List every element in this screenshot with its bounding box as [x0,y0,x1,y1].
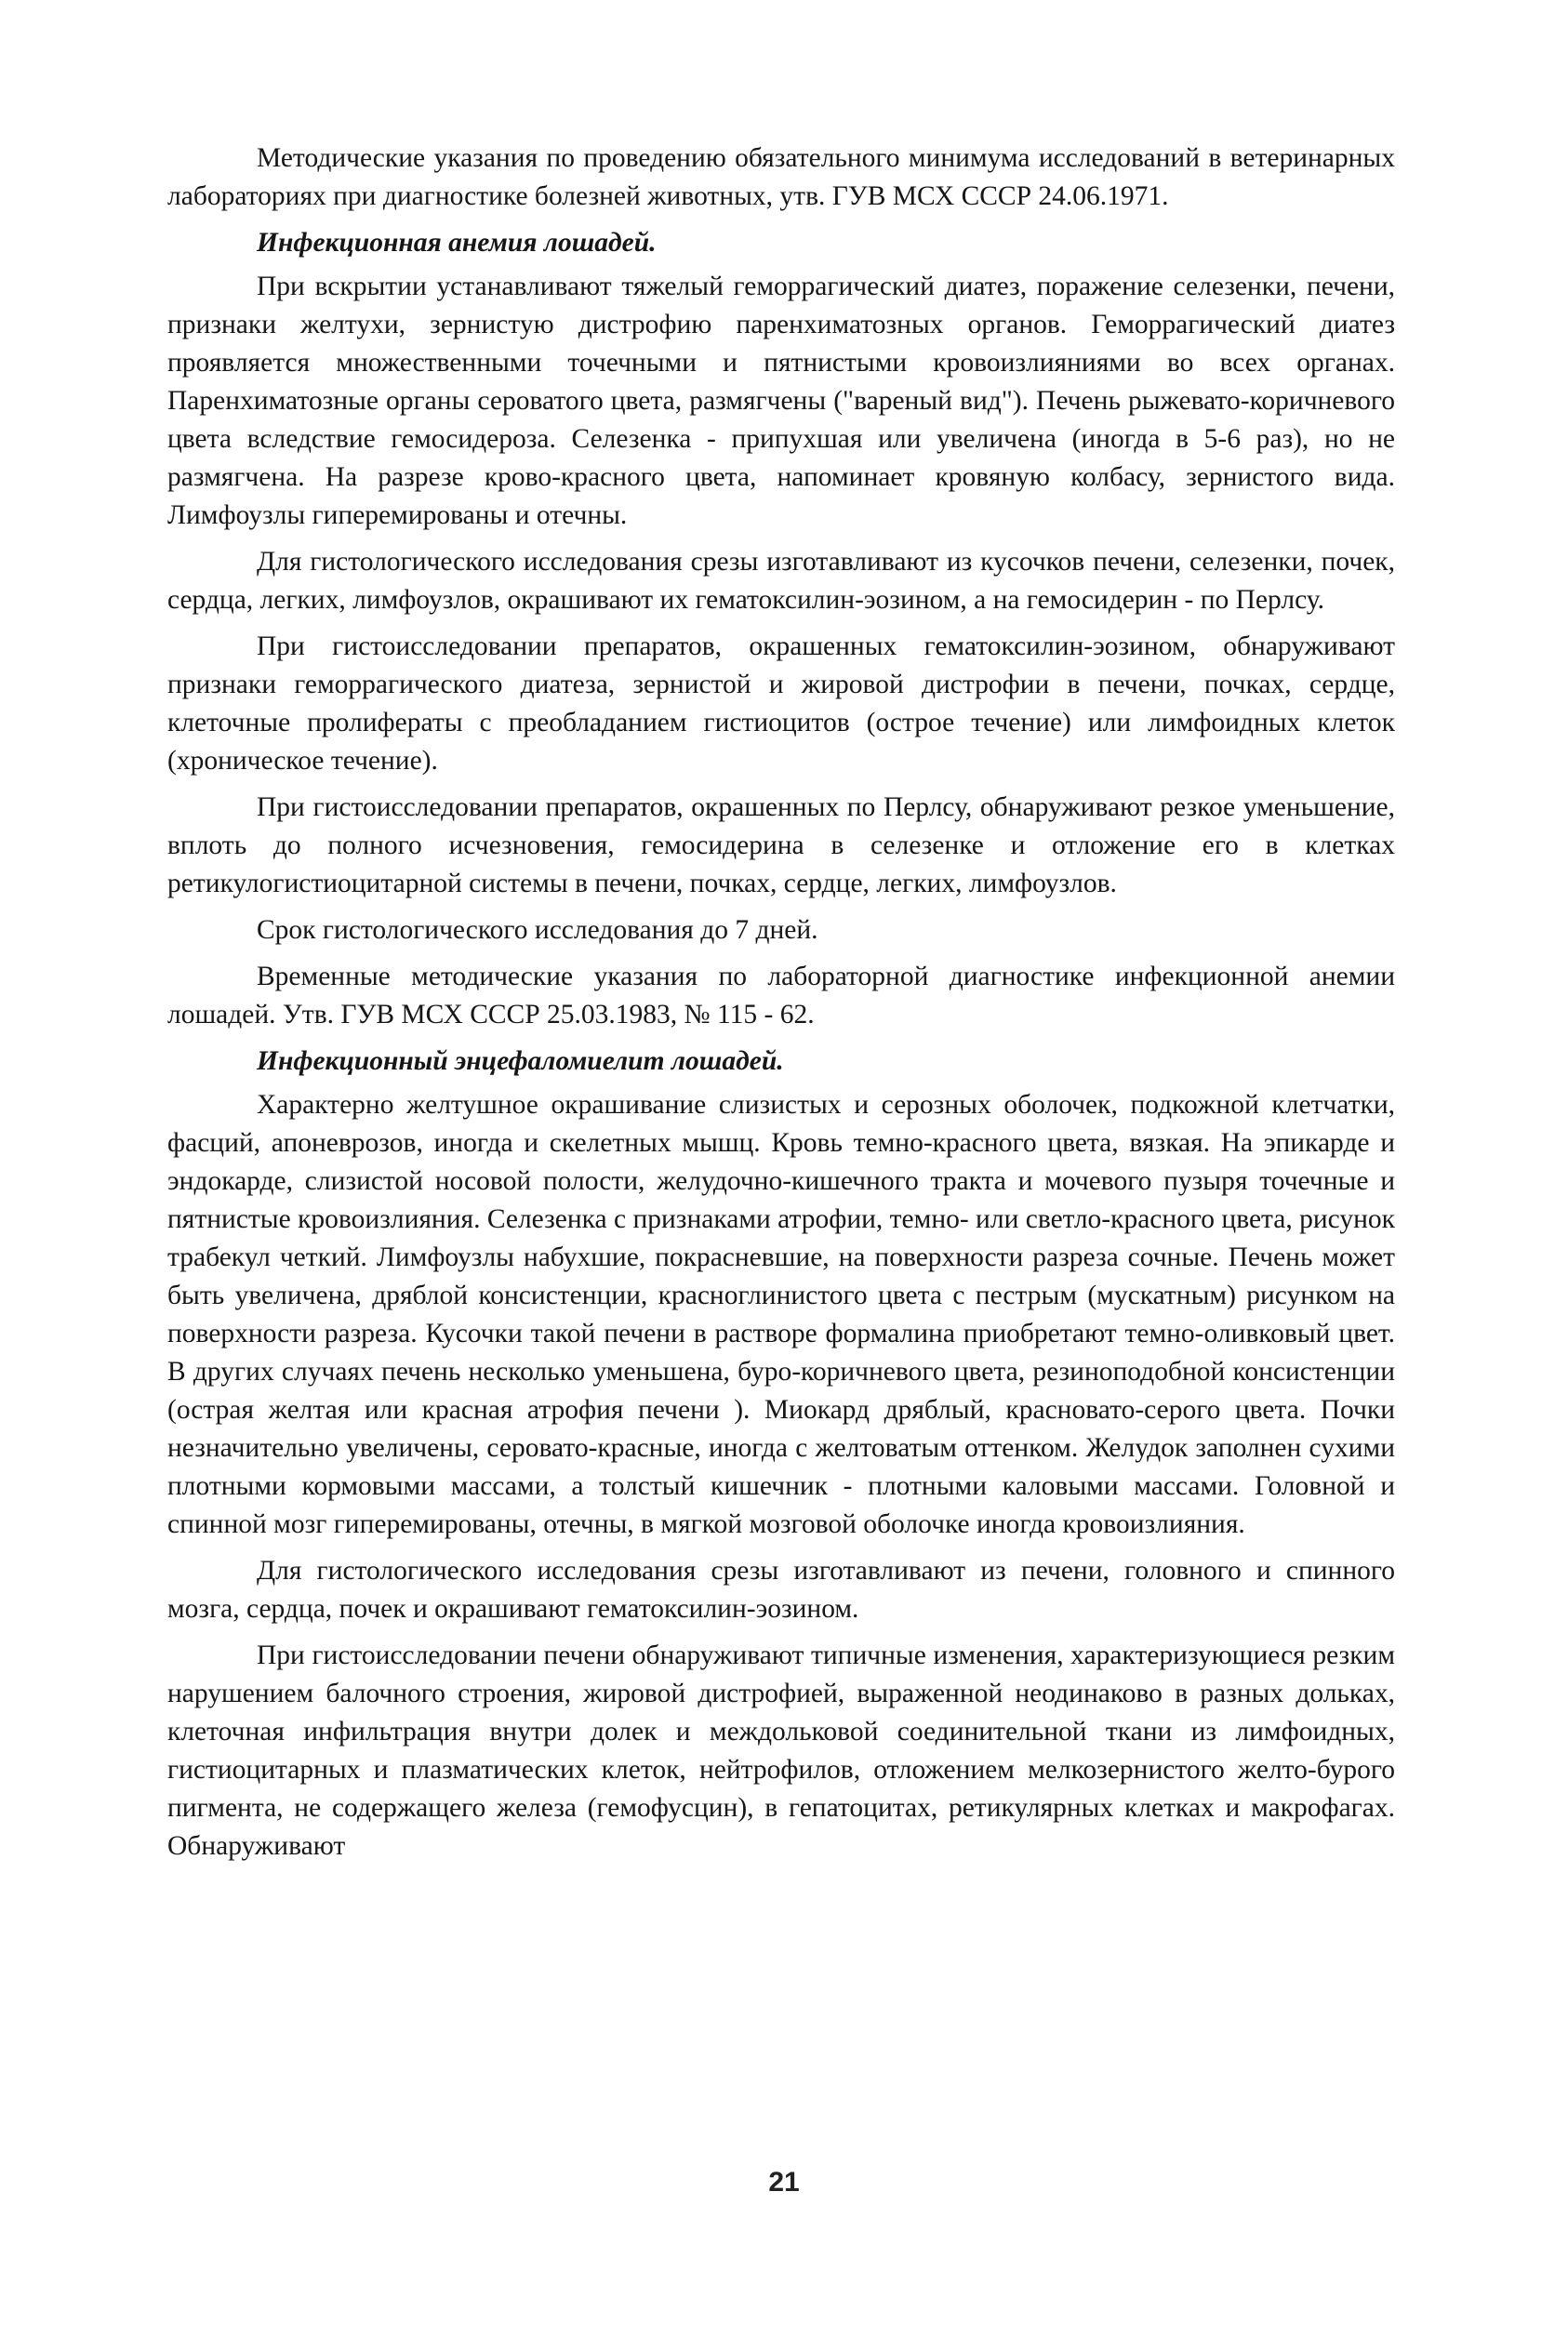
paragraph-reference-1971: Методические указания по проведению обязательного минимума исследований в ветеринарных лабораториях при диагностике болезней животных, утв. ГУВ МСХ СССР 24.06.1971. [167,143,1395,211]
document-body [167,139,1395,1874]
paragraph-encephalomyelitis-sampling: Для гистологического исследования срезы изготавливают из печени, головного и спинного мозга, сердца, почек и окрашивают гематоксилин-эозином. [167,1556,1395,1624]
paragraph-reference-1983: Временные методические указания по лабораторной диагностике инфекционной анемии лошадей. Утв. ГУВ МСХ СССР 25.03.1983, № 115 - 62. [167,962,1395,1029]
section-heading-encephalomyelitis: Инфекционный энцефаломиелит лошадей. [257,1046,784,1076]
paragraph-liver-histology: При гистоисследовании печени обнаруживают типичные изменения, характеризующиеся резким нарушением балочного строения, жировой дистрофией, выраженной неодинаково в разных дольках, клеточная инфильтрация внутри долек и междольковой соединительной ткани из лимфоидных, гистиоцитарных и плазматических клеток, нейтрофилов, отложением мелкозернистого желто-бурого пигмента, не содержащего железа (гемофусцин), в гепатоцитах, ретикулярных клетках и макрофагах. Обнаруживают [167,1640,1395,1861]
paragraph-study-duration: Срок гистологического исследования до 7 дней. [257,915,818,945]
paragraph-he-staining-findings: При гистоисследовании препаратов, окрашенных гематоксилин-эозином, обнаруживают признаки геморрагического диатеза, зернистой и жировой дистрофии в печени, почках, сердце, клеточные пролифераты с преобладанием гистиоцитов (острое течение) или лимфоидных клеток (хроническое течение). [167,631,1395,776]
paragraph-autopsy-findings: При вскрытии устанавливают тяжелый геморрагический диатез, поражение селезенки, печени, признаки желтухи, зернистую дистрофию паренхиматозных органов. Геморрагический диатез проявляется множественными точечными и пятнистыми кровоизлияниями во всех органах. Паренхиматозные органы сероватого цвета, размягчены ("вареный вид"). Печень рыжевато-коричневого цвета вследствие гемосидероза. Селезенка - припухшая или увеличена (иногда в 5-6 раз), но не размягчена. На разрезе крово-красного цвета, напоминает кровяную колбасу, зернистого вида. Лимфоузлы гиперемированы и отечны. [167,272,1395,530]
paragraph-perls-staining-findings: При гистоисследовании препаратов, окрашенных по Перлсу, обнаруживают резкое уменьшение, вплоть до полного исчезновения, гемосидерина в селезенке и отложение его в клетках ретикулогистиоцитарной системы в печени, почках, сердце, легких, лимфоузлов. [167,792,1395,898]
paragraph-encephalomyelitis-findings: Характерно желтушное окрашивание слизистых и серозных оболочек, подкожной клетчатки, фасций, апоневрозов, иногда и скелетных мышц. Кровь темно-красного цвета, вязкая. На эпикарде и эндокарде, слизистой носовой полости, желудочно-кишечного тракта и мочевого пузыря точечные и пятнистые кровоизлияния. Селезенка с признаками атрофии, темно- или светло-красного цвета, рисунок трабекул четкий. Лимфоузлы набухшие, покрасневшие, на поверхности разреза сочные. Печень может быть увеличена, дряблой консистенции, красноглинистого цвета с пестрым (мускатным) рисунком на поверхности разреза. Кусочки такой печени в растворе формалина приобретают темно-оливковый цвет. В других случаях печень несколько уменьшена, буро-коричневого цвета, резиноподобной консистенции (острая желтая или красная атрофия печени ). Миокард дряблый, красновато-серого цвета. Почки незначительно увеличены, серовато-красные, иногда с желтоватым оттенком. Желудок заполнен сухими плотными кормовыми массами, а толстый кишечник - плотными каловыми массами. Головной и спинной мозг гиперемированы, отечны, в мягкой мозговой оболочке иногда кровоизлияния. [167,1090,1396,1539]
section-heading-infectious-anemia: Инфекционная анемия лошадей. [257,228,657,258]
page-number: 21 [768,2167,800,2198]
paragraph-histology-sampling: Для гистологического исследования срезы изготавливают из кусочков печени, селезенки, почек, сердца, легких, лимфоузлов, окрашивают их гематоксилин-эозином, а на гемосидерин - по Перлсу. [167,547,1395,615]
